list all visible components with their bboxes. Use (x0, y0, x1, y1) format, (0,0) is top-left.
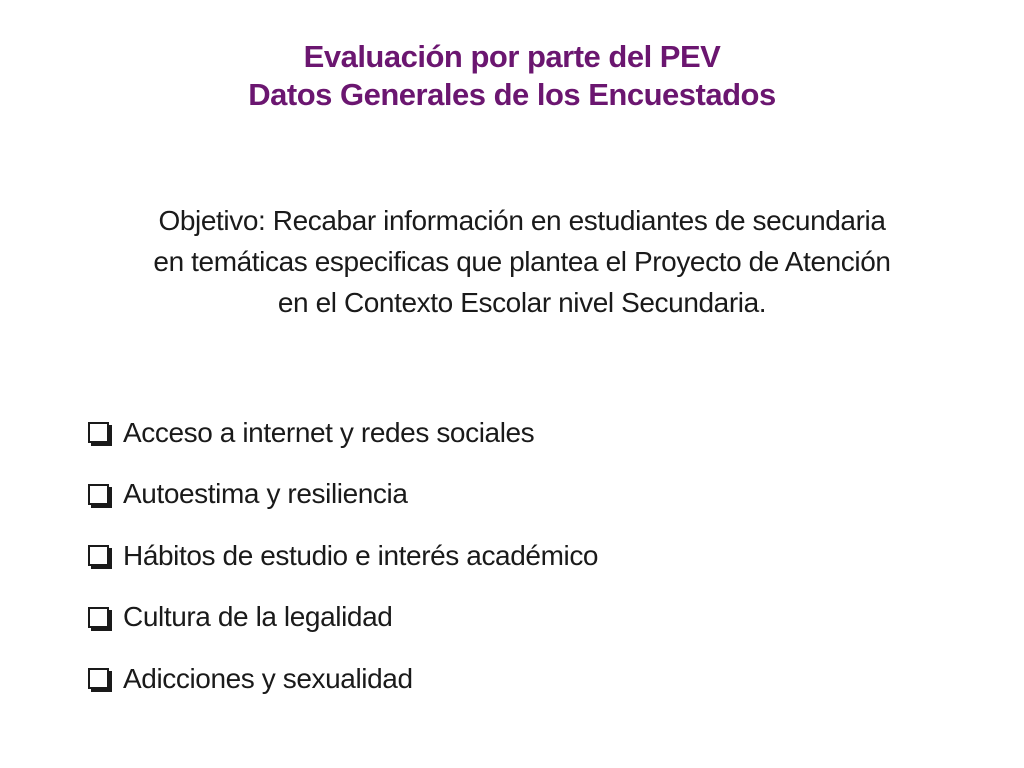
list-item (88, 525, 948, 587)
topic-label: Adicciones y sexualidad (123, 662, 413, 694)
slide-title-line-1: Evaluación por parte del PEV (303, 39, 721, 74)
topic-list (88, 402, 948, 710)
list-item (88, 402, 948, 464)
objective-line-1: Objetivo: Recabar información en estudiantes de secundaria (158, 205, 886, 236)
objective-line-2: en temáticas especificas que plantea el Proyecto de Atención (153, 246, 891, 277)
list-item (88, 648, 948, 710)
slide-title (0, 38, 1024, 114)
topic-label: Cultura de la legalidad (123, 601, 393, 633)
checkbox-bullet-icon (88, 484, 109, 505)
topic-label: Hábitos de estudio e interés académico (123, 539, 599, 571)
list-item (88, 587, 948, 649)
list-item (88, 464, 948, 526)
objective-paragraph (90, 200, 954, 323)
slide-title-line-2: Datos Generales de los Encuestados (248, 77, 776, 112)
checkbox-bullet-icon (88, 668, 109, 689)
topic-label: Acceso a internet y redes sociales (123, 416, 535, 448)
checkbox-bullet-icon (88, 607, 109, 628)
checkbox-bullet-icon (88, 422, 109, 443)
objective-line-3: en el Contexto Escolar nivel Secundaria. (277, 287, 767, 318)
checkbox-bullet-icon (88, 545, 109, 566)
topic-label: Autoestima y resiliencia (123, 478, 408, 510)
